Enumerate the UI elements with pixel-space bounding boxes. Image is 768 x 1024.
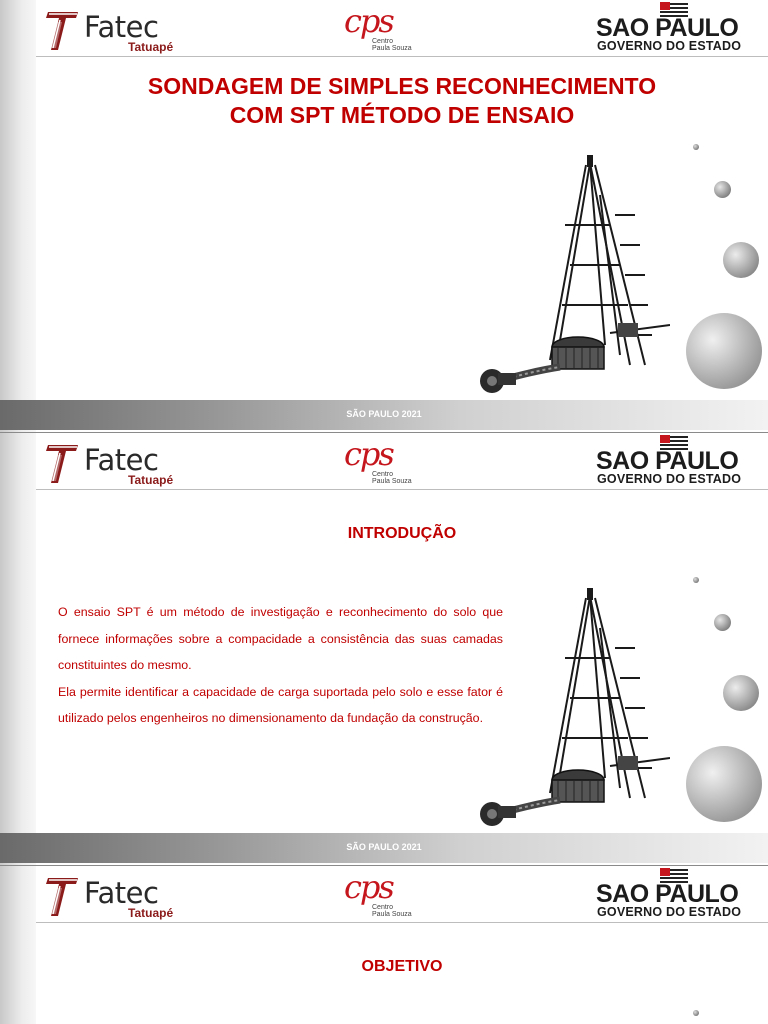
decorative-sphere-4 [686,313,762,389]
header-divider [36,56,768,57]
fatec-name: Fatec [84,10,159,44]
footer-text: SÃO PAULO 2021 [346,409,422,419]
decorative-sphere-1 [693,144,699,150]
slide-footer [0,400,768,430]
header-divider [36,489,768,490]
header-divider [36,922,768,923]
decorative-sphere-1 [693,1010,699,1016]
fatec-unit: Tatuapé [128,473,174,487]
fatec-logo [46,441,176,485]
slide-left-strip [0,866,36,1024]
fatec-logo [46,8,176,52]
sp-government: GOVERNO DO ESTADO [597,39,742,53]
slide-title: OBJETIVO [361,958,443,975]
decorative-sphere-2 [714,614,731,631]
slide-title [36,72,768,130]
body-paragraph-2: Ela permite identificar a capacidade de carga suportada pelo solo e esse fator é utilizado pelos engenheiros no dimensionamento da fundação da construção. [58,684,503,726]
title-line-2: COM SPT MÉTODO DE ENSAIO [229,102,575,128]
cps-logo [344,435,414,485]
cps-subtitle-1: Centro [372,471,394,478]
slide-footer [0,833,768,863]
fatec-name: Fatec [84,443,159,477]
sp-name: SAO PAULO [596,447,739,475]
drilling-rig-illustration-icon [470,155,670,400]
decorative-sphere-3 [723,675,759,711]
fatec-logo-mark-icon [46,441,80,485]
slide-body-text [58,599,503,732]
cps-letters: cps [344,2,393,40]
slide-1 [0,0,768,432]
fatec-logo [46,874,176,918]
sp-government-logo [596,2,746,52]
sp-name: SAO PAULO [596,880,739,908]
decorative-sphere-4 [686,746,762,822]
cps-logo [344,2,414,52]
fatec-logo-mark-icon [46,874,80,918]
cps-letters: cps [344,435,393,473]
cps-subtitle-1: Centro [372,38,394,45]
slide-left-strip [0,433,36,865]
decorative-sphere-2 [714,181,731,198]
sp-government-logo [596,435,746,485]
sp-government: GOVERNO DO ESTADO [597,472,742,486]
slide-title: INTRODUÇÃO [347,525,457,542]
body-paragraph-1: O ensaio SPT é um método de investigação e reconhecimento do solo que fornece informações sobre a compacidade a consistência das suas camadas constituintes do mesmo. [58,605,503,673]
slide-2 [0,433,768,865]
drilling-rig-illustration-icon [470,588,670,833]
slide-left-strip [0,0,36,432]
slide-3 [0,866,768,1024]
cps-letters: cps [344,868,393,906]
fatec-unit: Tatuapé [128,906,174,920]
fatec-unit: Tatuapé [128,40,174,54]
sp-name: SAO PAULO [596,14,739,42]
fatec-logo-mark-icon [46,8,80,52]
title-line-1: SONDAGEM DE SIMPLES RECONHECIMENTO [147,73,657,99]
cps-logo [344,868,414,918]
decorative-sphere-3 [723,242,759,278]
sp-government: GOVERNO DO ESTADO [597,905,742,919]
fatec-name: Fatec [84,876,159,910]
sp-government-logo [596,868,746,918]
cps-subtitle-1: Centro [372,904,394,911]
cps-subtitle-2: Paula Souza [372,45,412,52]
cps-subtitle-2: Paula Souza [372,911,412,918]
decorative-sphere-1 [693,577,699,583]
cps-subtitle-2: Paula Souza [372,478,412,485]
footer-text: SÃO PAULO 2021 [346,842,422,852]
